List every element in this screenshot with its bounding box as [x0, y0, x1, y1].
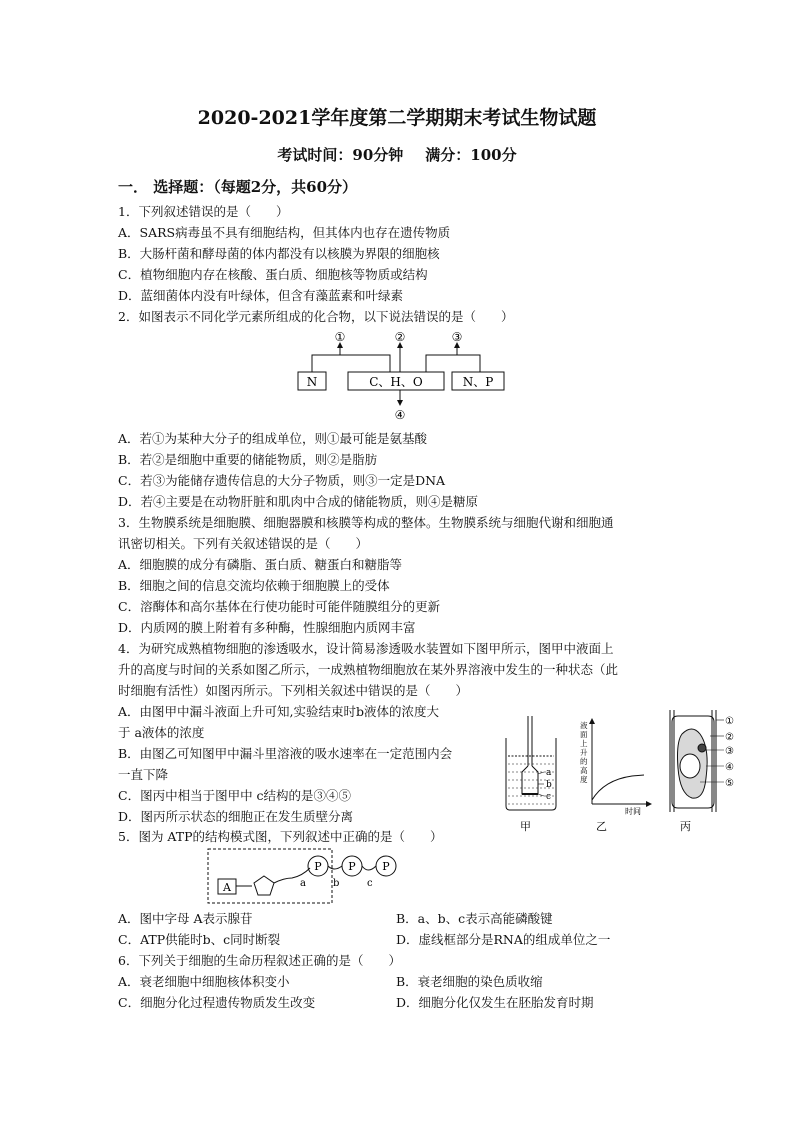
- q1-option-b: B．大肠杆菌和酵母菌的体内都没有以核膜为界限的细胞核: [118, 246, 440, 261]
- q1-stem: 1．下列叙述错误的是（ ）: [118, 204, 289, 219]
- fig-yi-caption: 乙: [596, 820, 607, 833]
- q3-option-a: A．细胞膜的成分有磷脂、蛋白质、糖蛋白和糖脂等: [118, 557, 403, 572]
- svg-text:升: 升: [580, 748, 588, 757]
- svg-text:上: 上: [580, 739, 588, 748]
- atp-p1: P: [314, 860, 322, 873]
- q5-option-d: D．虚线框部分是RNA的组成单位之一: [396, 932, 611, 947]
- q2-stem: 2．如图表示不同化学元素所组成的化合物，以下说法错误的是（ ）: [118, 309, 514, 324]
- fig-jia-caption: 甲: [520, 820, 531, 833]
- q5-option-c: C．ATP供能时b、c同时断裂: [118, 932, 281, 947]
- q4-stem-line3: 时细胞有活性）如图丙所示。下列相关叙述中错误的是（ ）: [118, 683, 469, 698]
- label-3: ③: [451, 332, 463, 344]
- label-a: a: [546, 768, 552, 778]
- q6-option-d: D．细胞分化仅发生在胚胎发育时期: [396, 995, 594, 1010]
- q6-option-c: C．细胞分化过程遗传物质发生改变: [118, 995, 316, 1010]
- atp-p3: P: [382, 860, 390, 873]
- exam-title: 2020-2021学年度第二学期期末考试生物试题: [197, 107, 597, 129]
- label-2: ②: [394, 332, 406, 344]
- svg-text:的: 的: [580, 757, 588, 766]
- q5-stem: 5．图为 ATP的结构模式图，下列叙述中正确的是（ ）: [118, 829, 443, 844]
- exam-time: 考试时间：90分钟: [277, 146, 404, 164]
- q2-option-a: A．若①为某种大分子的组成单位，则①最可能是氨基酸: [118, 431, 428, 446]
- fig-yi-ylabel: [580, 720, 588, 784]
- q1-option-d: D．蓝细菌体内没有叶绿体，但含有藻蓝素和叶绿素: [118, 288, 404, 303]
- bond-c: c: [367, 878, 373, 889]
- q4-stem-line2: 升的高度与时间的关系如图乙所示，一成熟植物细胞放在某外界溶液中发生的一种状态（此: [118, 662, 619, 677]
- box-n-label: N: [306, 375, 318, 389]
- label-b: b: [546, 780, 552, 790]
- q6-option-a: A．衰老细胞中细胞核体积变小: [118, 974, 290, 989]
- q5-atp-diagram: [204, 846, 412, 906]
- label-4: ④: [394, 408, 406, 422]
- fig-bing-caption: 丙: [680, 820, 691, 833]
- bond-b: b: [333, 878, 340, 889]
- q3-option-d: D．内质网的膜上附着有多种酶，性腺细胞内质网丰富: [118, 620, 416, 635]
- ribose-pentagon: [254, 876, 274, 895]
- box-cho-label: C、H、O: [369, 375, 423, 389]
- q2-option-d: D．若④主要是在动物肝脏和肌肉中合成的储能物质，则④是糖原: [118, 494, 479, 509]
- q4-option-d: D．图丙所示状态的细胞正在发生质壁分离: [118, 809, 354, 824]
- fig-yi-xlabel: 时间: [625, 807, 641, 816]
- q3-option-b: B．细胞之间的信息交流均依赖于细胞膜上的受体: [118, 578, 390, 593]
- q4-option-b-line2: 一直下降: [118, 767, 169, 782]
- q2-option-c: C．若③为能储存遗传信息的大分子物质，则③一定是DNA: [118, 473, 446, 488]
- q4-option-a-line1: A．由图甲中漏斗液面上升可知,实验结束时b液体的浓度大: [118, 704, 440, 719]
- bing-label-2: ②: [725, 732, 734, 743]
- svg-text:面: 面: [580, 730, 588, 739]
- q1-option-c: C．植物细胞内存在核酸、蛋白质、细胞核等物质或结构: [118, 267, 428, 282]
- fig-bing-cell: [670, 710, 716, 812]
- q2-option-b: B．若②是细胞中重要的储能物质，则②是脂肪: [118, 452, 378, 467]
- q5-option-a: A．图中字母 A表示腺苷: [118, 911, 253, 926]
- q6-stem: 6．下列关于细胞的生命历程叙述正确的是（ ）: [118, 953, 401, 968]
- svg-text:高: 高: [580, 766, 588, 775]
- q4-option-b-line1: B．由图乙可知图甲中漏斗里溶液的吸水速率在一定范围内会: [118, 746, 453, 761]
- bing-label-1: ①: [725, 716, 734, 727]
- svg-text:度: 度: [580, 775, 588, 784]
- q2-element-diagram: [290, 332, 520, 422]
- svg-text:液: 液: [580, 721, 588, 730]
- fig-yi-graph: [592, 722, 648, 804]
- full-score: 满分：100分: [425, 146, 517, 164]
- bing-label-4: ④: [725, 762, 734, 773]
- bond-a: a: [300, 878, 306, 889]
- q1-option-a: A．SARS病毒虽不具有细胞结构，但其体内也存在遗传物质: [118, 225, 451, 240]
- q3-option-c: C．溶酶体和高尔基体在行使功能时可能伴随膜组分的更新: [118, 599, 441, 614]
- bing-label-5: ⑤: [725, 778, 734, 789]
- q6-option-b: B．衰老细胞的染色质收缩: [396, 974, 543, 989]
- atp-label-a-box: A: [223, 881, 231, 894]
- q3-stem-line1: 3．生物膜系统是细胞膜、细胞器膜和核膜等构成的整体。生物膜系统与细胞代谢和细胞通: [118, 515, 614, 530]
- box-np-label: N、P: [462, 375, 494, 389]
- q3-stem-line2: 讯密切相关。下列有关叙述错误的是（ ）: [118, 536, 369, 551]
- q4-figures: [500, 708, 740, 836]
- q5-option-b: B．a、b、c表示高能磷酸键: [396, 911, 553, 926]
- q4-option-c: C．图丙中相当于图甲中 c结构的是③④⑤: [118, 788, 352, 803]
- section-heading: 一． 选择题：（每题2分，共60分）: [118, 178, 358, 196]
- q4-option-a-line2: 于 a液体的浓度: [118, 725, 205, 740]
- label-c: c: [546, 792, 552, 802]
- label-1: ①: [334, 332, 346, 344]
- bing-label-3: ③: [725, 746, 734, 757]
- atp-p2: P: [348, 860, 356, 873]
- exam-subtitle: [0, 144, 794, 165]
- q4-stem-line1: 4．为研究成熟植物细胞的渗透吸水，设计简易渗透吸水装置如下图甲所示，图甲中液面上: [118, 641, 614, 656]
